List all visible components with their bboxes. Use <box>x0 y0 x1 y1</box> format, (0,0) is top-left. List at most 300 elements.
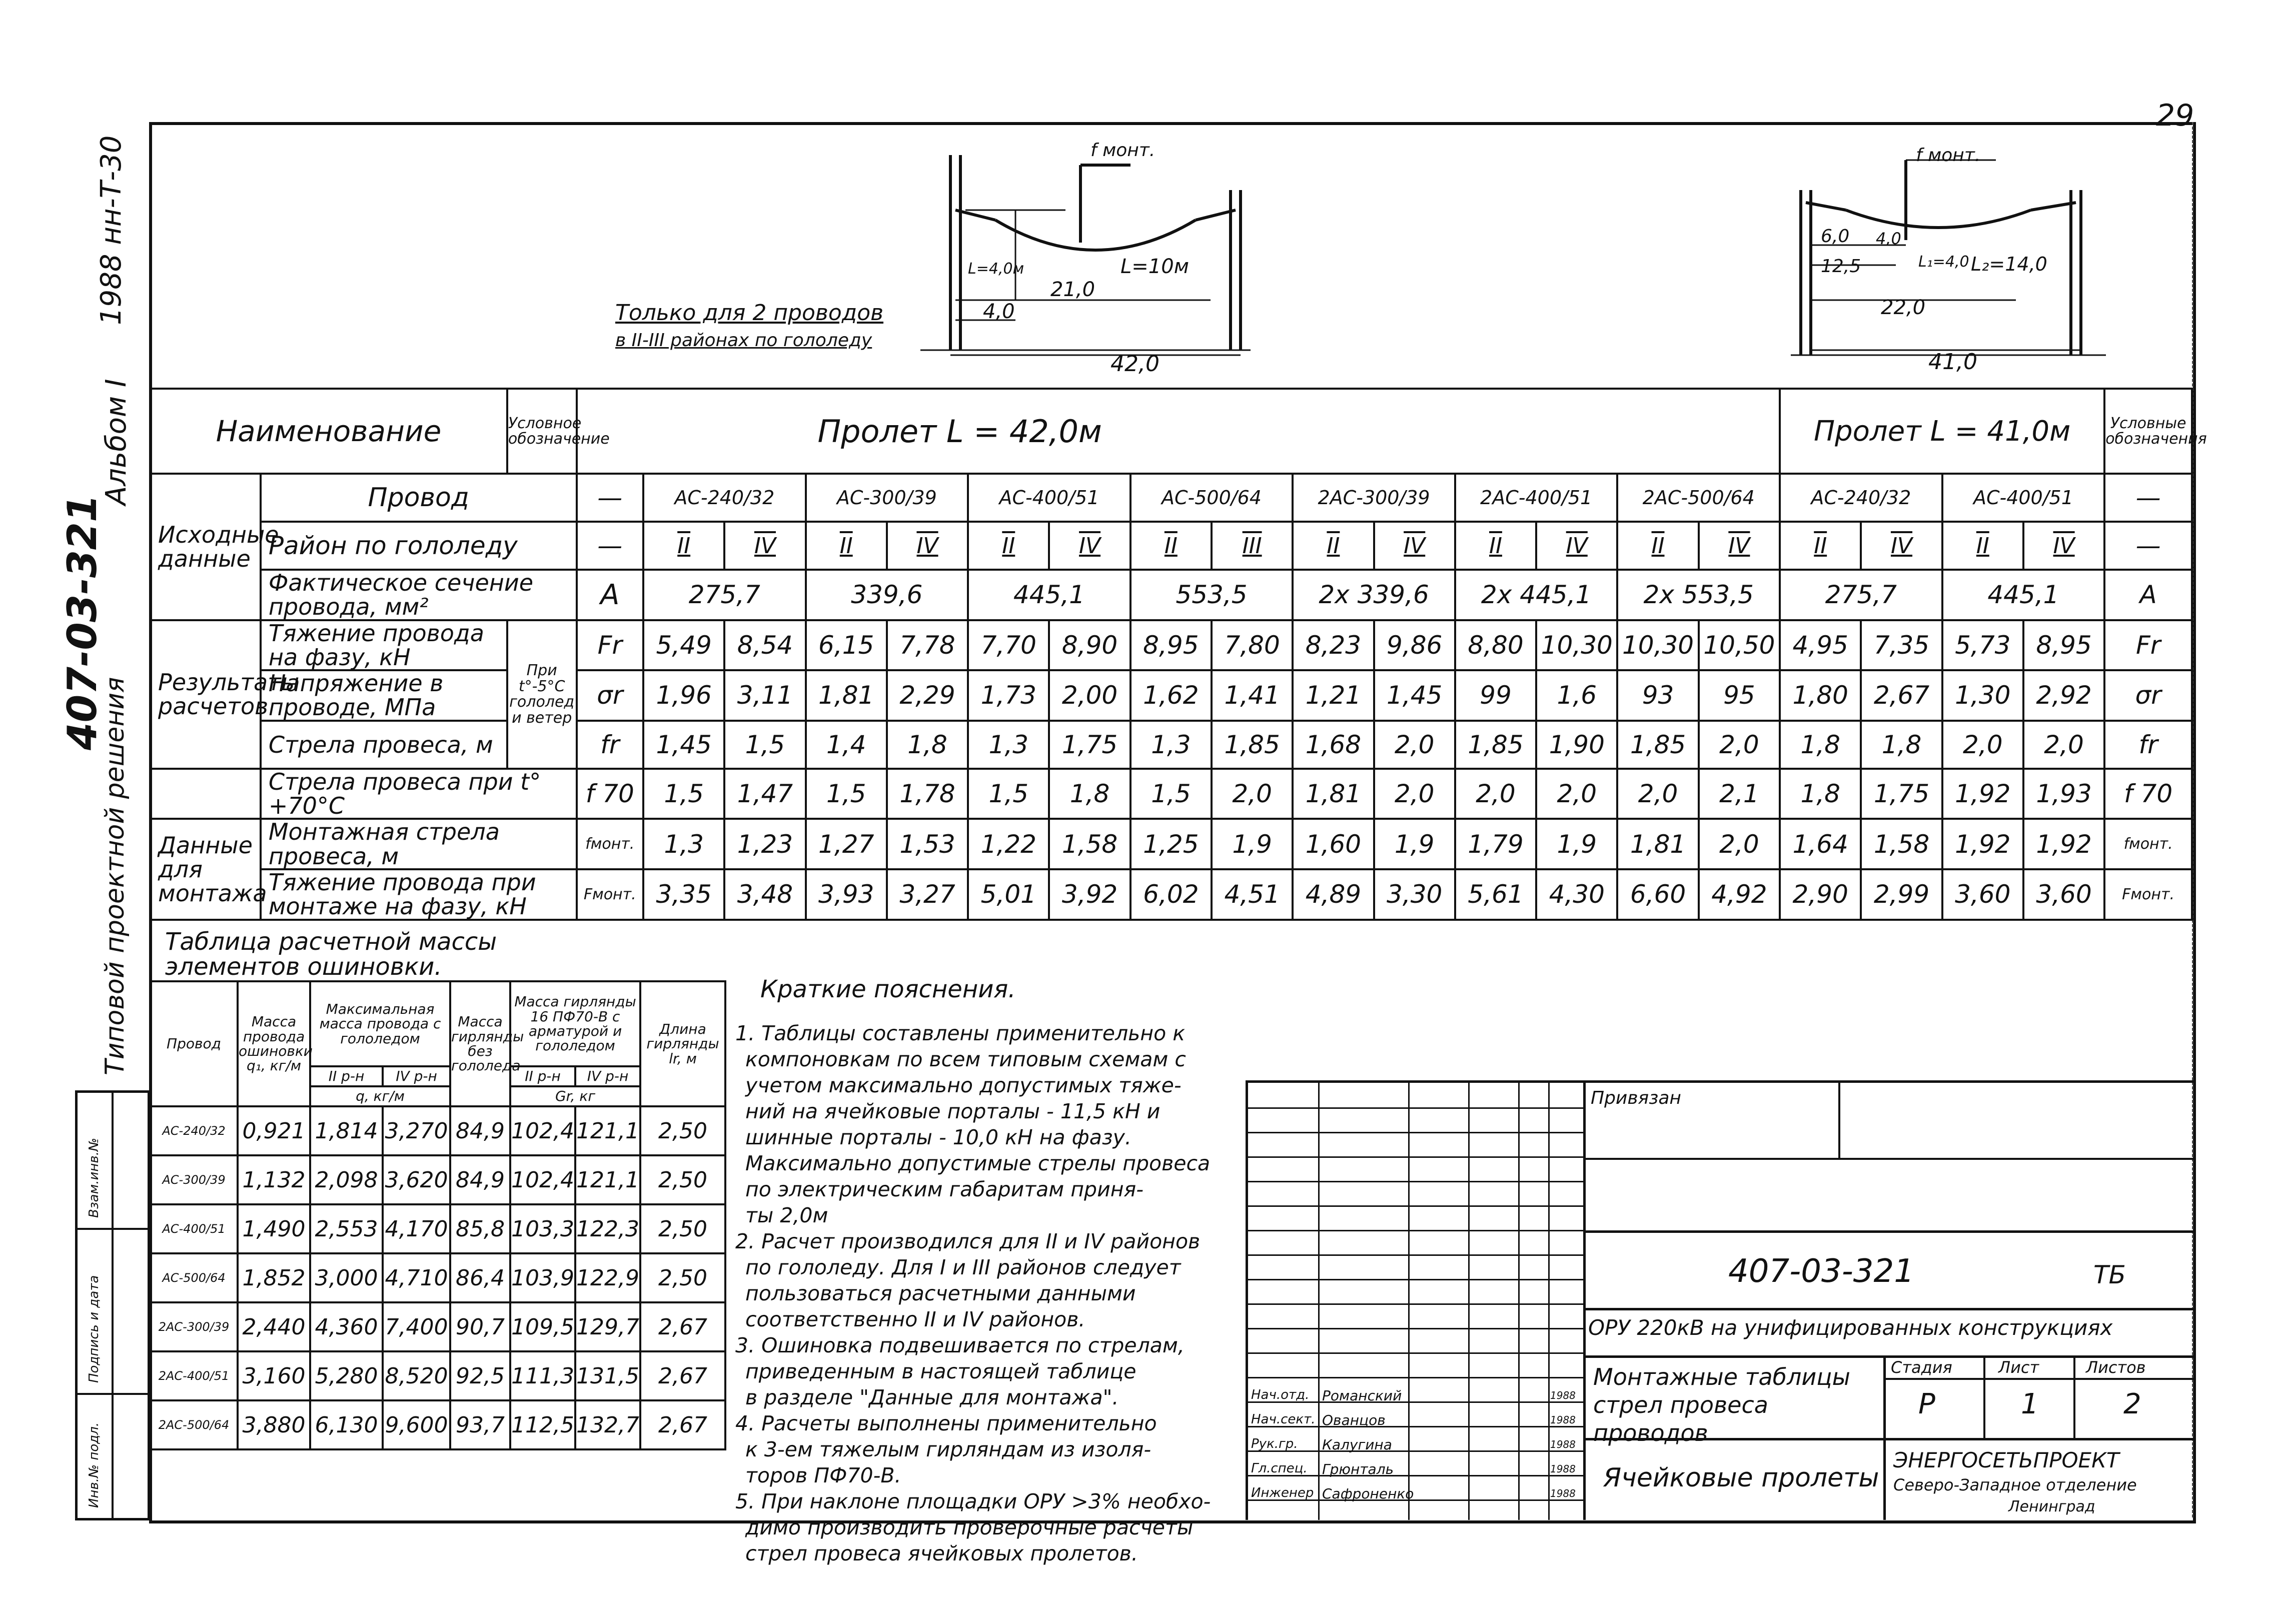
mass-cell-2-5: 103,3 <box>510 1204 575 1253</box>
wire-0: АС-240/32 <box>643 474 806 522</box>
diag-left-l1: L=4,0м <box>968 260 1024 278</box>
region-12: II <box>1617 522 1698 570</box>
page-number: 29 <box>2156 98 2194 133</box>
stress-6: 1,62 <box>1130 670 1212 721</box>
diag-right-dim-6: 6,0 <box>1821 226 1850 247</box>
sag-4: 1,3 <box>968 721 1049 769</box>
stress-17: 2,92 <box>2023 670 2104 721</box>
mass-cell-3-6: 122,9 <box>575 1253 640 1302</box>
sag70-17: 1,93 <box>2023 769 2104 819</box>
mass-cell-2-1: 1,490 <box>238 1204 310 1253</box>
notes-title: Краткие пояснения. <box>760 975 1016 1003</box>
tension-8: 8,23 <box>1293 620 1374 671</box>
install-sag-9: 1,9 <box>1374 819 1455 869</box>
region-9: IV <box>1374 522 1455 570</box>
side-type: Типовой проектной решения <box>100 677 130 1075</box>
diag-right-f-label: f монт. <box>1916 145 1981 166</box>
region-3: IV <box>887 522 968 570</box>
diag-left-dim-4: 4,0 <box>983 300 1015 323</box>
tension-13: 10,50 <box>1699 620 1780 671</box>
mh-unit2: Gr, кг <box>510 1086 640 1106</box>
note-line: димо производить проверочные расчеты <box>745 1515 1194 1539</box>
sym-Fm: Fмонт. <box>577 869 644 920</box>
stamp-person: Грюнталь <box>1322 1461 1394 1477</box>
stress-13: 95 <box>1699 670 1780 721</box>
install-sag-2: 1,27 <box>806 819 887 869</box>
install-sag-12: 1,81 <box>1617 819 1698 869</box>
mass-cell-4-7: 2,67 <box>640 1302 725 1351</box>
install-tension-14: 2,90 <box>1780 869 1861 920</box>
sag70-15: 1,75 <box>1861 769 1942 819</box>
mass-cell-0-4: 84,9 <box>450 1106 510 1155</box>
stress-9: 1,45 <box>1374 670 1455 721</box>
wire-7: АС-240/32 <box>1780 474 1942 522</box>
tension-16: 5,73 <box>1942 620 2023 671</box>
note-line: торов ПФ70-В. <box>745 1463 901 1487</box>
sag-1: 1,5 <box>724 721 805 769</box>
mh-mass: Масса провода ошиновки q₁, кг/м <box>238 981 310 1106</box>
stress-4: 1,73 <box>968 670 1049 721</box>
mass-cell-0-2: 1,814 <box>310 1106 383 1155</box>
section-8: 445,1 <box>1942 570 2105 620</box>
stress-8: 1,21 <box>1293 670 1374 721</box>
region-5: IV <box>1049 522 1130 570</box>
sym-fr-right: fr <box>2104 721 2192 769</box>
install-tension-10: 5,61 <box>1455 869 1536 920</box>
mass-row <box>150 1302 725 1351</box>
region-2: II <box>806 522 887 570</box>
region-dash-right: — <box>2104 522 2192 570</box>
install-sag-6: 1,25 <box>1130 819 1212 869</box>
mh-sub3: II р-н <box>510 1066 575 1086</box>
wire-8: АС-400/51 <box>1942 474 2105 522</box>
sym-fm: fмонт. <box>577 819 644 869</box>
region-16: II <box>1942 522 2023 570</box>
tension-12: 10,30 <box>1617 620 1698 671</box>
install-tension-17: 3,60 <box>2023 869 2104 920</box>
install-sag-11: 1,9 <box>1536 819 1617 869</box>
sag70-2: 1,5 <box>806 769 887 819</box>
note-line: 1. Таблицы составлены применительно к <box>735 1021 1185 1045</box>
sheets-value: 2 <box>2123 1388 2141 1420</box>
tension-17: 8,95 <box>2023 620 2104 671</box>
note-line: компоновкам по всем типовым схемам с <box>745 1047 1186 1071</box>
mass-cell-2-3: 4,170 <box>383 1204 450 1253</box>
sym-f70-right: f 70 <box>2104 769 2192 819</box>
sag70-7: 2,0 <box>1212 769 1293 819</box>
install-sag-0: 1,3 <box>643 819 724 869</box>
mass-row <box>150 1351 725 1400</box>
wire-dash: — <box>2104 474 2192 522</box>
mass-cell-0-7: 2,50 <box>640 1106 725 1155</box>
stamp-subtitle: Ячейковые пролеты <box>1603 1463 1879 1493</box>
stress-5: 2,00 <box>1049 670 1130 721</box>
grp-install: Данные для монтажа <box>150 819 261 919</box>
note-line: 4. Расчеты выполнены применительно <box>735 1411 1157 1435</box>
install-sag-7: 1,9 <box>1212 819 1293 869</box>
install-tension-16: 3,60 <box>1942 869 2023 920</box>
tension-15: 7,35 <box>1861 620 1942 671</box>
org-3: Ленинград <box>2008 1498 2095 1515</box>
tension-9: 9,86 <box>1374 620 1455 671</box>
region-4: II <box>968 522 1049 570</box>
sag-16: 2,0 <box>1942 721 2023 769</box>
install-tension-9: 3,30 <box>1374 869 1455 920</box>
wire-2: АС-400/51 <box>968 474 1130 522</box>
stress-16: 1,30 <box>1942 670 2023 721</box>
hdr-name: Наименование <box>150 389 507 474</box>
stamp-sheet-type: ТБ <box>2093 1260 2126 1289</box>
install-sag-8: 1,60 <box>1293 819 1374 869</box>
row-install-sag-label: Монтажная стрела провеса, м <box>261 819 577 869</box>
stamp-person: Ованцов <box>1322 1412 1386 1428</box>
note-line: пользоваться расчетными данными <box>745 1281 1136 1305</box>
region-1: IV <box>724 522 805 570</box>
sag-8: 1,68 <box>1293 721 1374 769</box>
grp-results: Результаты расчетов <box>150 620 261 769</box>
sym-sr: σr <box>577 670 644 721</box>
stage-value: Р <box>1918 1388 1935 1420</box>
mh-sub1: II р-н <box>310 1066 383 1086</box>
tension-1: 8,54 <box>724 620 805 671</box>
signature-mark <box>1412 1393 1460 1403</box>
stress-11: 1,6 <box>1536 670 1617 721</box>
mass-cell-1-4: 84,9 <box>450 1155 510 1204</box>
sag70-14: 1,8 <box>1780 769 1861 819</box>
sag70-12: 2,0 <box>1617 769 1698 819</box>
mass-cell-0-3: 3,270 <box>383 1106 450 1155</box>
install-sag-4: 1,22 <box>968 819 1049 869</box>
region-13: IV <box>1699 522 1780 570</box>
mh-sub4: IV р-н <box>575 1066 640 1086</box>
mh-garl: Масса гирлянды 16 ПФ70-В с арматурой и гололедом <box>510 981 640 1066</box>
title-block <box>1246 1080 2195 1520</box>
stamp-role: Нач.сект. <box>1251 1412 1316 1427</box>
mass-row <box>150 1253 725 1302</box>
stamp-date: 1988 <box>1550 1463 1576 1475</box>
mass-cell-1-3: 3,620 <box>383 1155 450 1204</box>
stage-label: Стадия <box>1891 1358 1952 1377</box>
mass-row <box>150 1204 725 1253</box>
mass-cell-2-0: АС-400/51 <box>150 1204 238 1253</box>
mass-cell-5-2: 5,280 <box>310 1351 383 1400</box>
sag-2: 1,4 <box>806 721 887 769</box>
mass-cell-1-7: 2,50 <box>640 1155 725 1204</box>
row-section-label: Фактическое сечение провода, мм² <box>261 570 577 620</box>
mass-cell-6-3: 9,600 <box>383 1400 450 1449</box>
mass-cell-4-2: 4,360 <box>310 1302 383 1351</box>
stress-15: 2,67 <box>1861 670 1942 721</box>
region-15: IV <box>1861 522 1942 570</box>
mass-cell-2-7: 2,50 <box>640 1204 725 1253</box>
tension-14: 4,95 <box>1780 620 1861 671</box>
stamp-title: Монтажные таблицы стрел провеса проводов <box>1593 1363 1850 1446</box>
hdr-cond: Условные обозначения <box>2104 389 2192 474</box>
mass-cell-6-5: 112,5 <box>510 1400 575 1449</box>
mass-cell-5-3: 8,520 <box>383 1351 450 1400</box>
stamp-date: 1988 <box>1550 1414 1576 1426</box>
wire-4: 2АС-300/39 <box>1293 474 1455 522</box>
mass-cell-3-4: 86,4 <box>450 1253 510 1302</box>
note-line: шинные порталы - 10,0 кН на фазу. <box>745 1125 1131 1149</box>
stamp-person: Романский <box>1322 1387 1402 1404</box>
diag-left-note-1: Только для 2 проводов <box>615 300 884 326</box>
hdr-span41: Пролет L = 41,0м <box>1780 389 2104 474</box>
mass-cell-6-7: 2,67 <box>640 1400 725 1449</box>
sag-6: 1,3 <box>1130 721 1212 769</box>
diag-left-note-2: в II-III районах по гололеду <box>615 330 872 351</box>
mass-cell-3-7: 2,50 <box>640 1253 725 1302</box>
tension-4: 7,70 <box>968 620 1049 671</box>
sag70-10: 2,0 <box>1455 769 1536 819</box>
mass-cell-5-5: 111,3 <box>510 1351 575 1400</box>
mass-cell-6-1: 3,880 <box>238 1400 310 1449</box>
stress-2: 1,81 <box>806 670 887 721</box>
sag70-0: 1,5 <box>643 769 724 819</box>
left-stamp-strip <box>75 1090 150 1520</box>
row-region-dash: — <box>577 522 644 570</box>
mass-cell-5-6: 131,5 <box>575 1351 640 1400</box>
mass-cell-1-2: 2,098 <box>310 1155 383 1204</box>
strip-label-0: Взам.инв.№ <box>87 1138 102 1218</box>
mass-cell-2-4: 85,8 <box>450 1204 510 1253</box>
tension-7: 7,80 <box>1212 620 1293 671</box>
section-3: 553,5 <box>1130 570 1293 620</box>
mass-cell-2-6: 122,3 <box>575 1204 640 1253</box>
mass-cell-6-2: 6,130 <box>310 1400 383 1449</box>
note-line: по электрическим габаритам приня- <box>745 1177 1144 1201</box>
section-1: 339,6 <box>806 570 968 620</box>
wire-5: 2АС-400/51 <box>1455 474 1618 522</box>
mass-cell-2-2: 2,553 <box>310 1204 383 1253</box>
signature-mark <box>1412 1418 1460 1427</box>
mh-unit1: q, кг/м <box>310 1086 450 1106</box>
stress-0: 1,96 <box>643 670 724 721</box>
sag70-3: 1,78 <box>887 769 968 819</box>
diag-left-f-label: f монт. <box>1090 140 1156 161</box>
sym-sr-right: σr <box>2104 670 2192 721</box>
sag70-8: 1,81 <box>1293 769 1374 819</box>
sym-Fr: Fr <box>577 620 644 671</box>
mass-cell-0-6: 121,1 <box>575 1106 640 1155</box>
mass-cell-5-0: 2АС-400/51 <box>150 1351 238 1400</box>
install-tension-15: 2,99 <box>1861 869 1942 920</box>
mass-cell-5-7: 2,67 <box>640 1351 725 1400</box>
section-5: 2х 445,1 <box>1455 570 1618 620</box>
install-sag-14: 1,64 <box>1780 819 1861 869</box>
sag70-6: 1,5 <box>1130 769 1212 819</box>
wire-6: 2АС-500/64 <box>1617 474 1780 522</box>
section-0: 275,7 <box>643 570 806 620</box>
mass-row <box>150 1155 725 1204</box>
row-region-label: Район по гололеду <box>261 522 577 570</box>
sag-12: 1,85 <box>1617 721 1698 769</box>
tension-5: 8,90 <box>1049 620 1130 671</box>
sag70-9: 2,0 <box>1374 769 1455 819</box>
mass-cell-4-0: 2АС-300/39 <box>150 1302 238 1351</box>
diag-left-dim-42: 42,0 <box>1110 351 1160 377</box>
mass-cell-4-5: 109,5 <box>510 1302 575 1351</box>
privyazan-label: Привязан <box>1591 1088 1681 1108</box>
org-2: Северо-Западное отделение <box>1893 1475 2137 1494</box>
tension-6: 8,95 <box>1130 620 1212 671</box>
mass-cell-3-3: 4,710 <box>383 1253 450 1302</box>
stress-14: 1,80 <box>1780 670 1861 721</box>
install-sag-5: 1,58 <box>1049 819 1130 869</box>
mass-cell-1-6: 121,1 <box>575 1155 640 1204</box>
side-year-code: 1988 нн-Т-30 <box>95 135 128 325</box>
tension-3: 7,78 <box>887 620 968 671</box>
install-tension-1: 3,48 <box>724 869 805 920</box>
sag-15: 1,8 <box>1861 721 1942 769</box>
mass-cell-3-5: 103,9 <box>510 1253 575 1302</box>
note-line: в разделе "Данные для монтажа". <box>745 1385 1119 1409</box>
mh-garl-nogl: Масса гирлянды без гололеда <box>450 981 510 1106</box>
tension-2: 6,15 <box>806 620 887 671</box>
stress-10: 99 <box>1455 670 1536 721</box>
sym-Fr-right: Fr <box>2104 620 2192 671</box>
sym-fm-right: fмонт. <box>2104 819 2192 869</box>
mass-title-2: элементов ошиновки. <box>165 953 442 981</box>
signature-mark <box>1412 1442 1460 1452</box>
mass-cell-5-1: 3,160 <box>238 1351 310 1400</box>
note-line: 2. Расчет производился для II и IV районов <box>735 1229 1201 1253</box>
install-sag-17: 1,92 <box>2023 819 2104 869</box>
sym-A: A <box>577 570 644 620</box>
install-sag-15: 1,58 <box>1861 819 1942 869</box>
sheets-label: Листов <box>2086 1358 2146 1377</box>
sag-0: 1,45 <box>643 721 724 769</box>
region-8: II <box>1293 522 1374 570</box>
section-4: 2х 339,6 <box>1293 570 1455 620</box>
sag70-13: 2,1 <box>1699 769 1780 819</box>
row-tension-label: Тяжение провода на фазу, кН <box>261 620 507 671</box>
mass-cell-6-0: 2АС-500/64 <box>150 1400 238 1449</box>
install-tension-3: 3,27 <box>887 869 968 920</box>
stamp-person: Калугина <box>1322 1436 1392 1453</box>
note-line: соответственно II и IV районов. <box>745 1307 1085 1331</box>
diag-left-l2: L=10м <box>1120 255 1189 278</box>
stamp-date: 1988 <box>1550 1487 1576 1499</box>
stamp-role: Инженер <box>1251 1485 1314 1500</box>
diag-right-dim-41: 41,0 <box>1928 349 1977 375</box>
tension-10: 8,80 <box>1455 620 1536 671</box>
signature-mark <box>1412 1491 1460 1501</box>
region-11: IV <box>1536 522 1617 570</box>
org-1: ЭНЕРГОСЕТЬПРОЕКТ <box>1893 1448 2119 1472</box>
note-line: ты 2,0м <box>745 1203 828 1227</box>
sag-table <box>149 388 2207 921</box>
note-line: 3. Ошиновка подвешивается по стрелам, <box>735 1333 1185 1357</box>
side-album: Альбом I <box>100 379 133 505</box>
note-line: ний на ячейковые порталы - 11,5 кН и <box>745 1099 1161 1123</box>
mass-cell-0-0: АС-240/32 <box>150 1106 238 1155</box>
stamp-role: Нач.отд. <box>1251 1387 1310 1402</box>
mass-cell-0-1: 0,921 <box>238 1106 310 1155</box>
mass-cell-3-0: АС-500/64 <box>150 1253 238 1302</box>
row-sag70-label: Стрела провеса при t°+70°С <box>261 769 577 819</box>
mass-cell-0-5: 102,4 <box>510 1106 575 1155</box>
stamp-role: Гл.спец. <box>1251 1461 1308 1476</box>
sheet-label: Лист <box>1998 1358 2039 1377</box>
note-line: учетом максимально допустимых тяже- <box>745 1073 1182 1097</box>
stamp-date: 1988 <box>1550 1438 1576 1450</box>
diag-right-dim-12: 12,5 <box>1821 256 1861 277</box>
mh-sub2: IV р-н <box>383 1066 450 1086</box>
mass-row <box>150 1106 725 1155</box>
mass-cell-1-5: 102,4 <box>510 1155 575 1204</box>
note-line: Максимально допустимые стрелы провеса <box>745 1151 1211 1175</box>
stress-1: 3,11 <box>724 670 805 721</box>
section-7: 275,7 <box>1780 570 1942 620</box>
cond-note: При t°-5°С гололед и ветер <box>507 620 577 769</box>
sag70-4: 1,5 <box>968 769 1049 819</box>
stress-3: 2,29 <box>887 670 968 721</box>
strip-label-1: Подпись и дата <box>87 1275 102 1383</box>
hdr-span42: Пролет L = 42,0м <box>577 389 1780 474</box>
wire-3: АС-500/64 <box>1130 474 1293 522</box>
sag70-1: 1,47 <box>724 769 805 819</box>
sag70-16: 1,92 <box>1942 769 2023 819</box>
stress-12: 93 <box>1617 670 1698 721</box>
sym-fr: fr <box>577 721 644 769</box>
install-sag-10: 1,79 <box>1455 819 1536 869</box>
stamp-code: 407-03-321 <box>1728 1253 1914 1290</box>
hdr-symbol: Условное обозначение <box>507 389 577 474</box>
region-0: II <box>643 522 724 570</box>
section-2: 445,1 <box>968 570 1130 620</box>
grp-results-cont <box>150 769 261 819</box>
tension-11: 10,30 <box>1536 620 1617 671</box>
install-tension-4: 5,01 <box>968 869 1049 920</box>
mass-cell-5-4: 92,5 <box>450 1351 510 1400</box>
mass-table <box>149 980 726 1450</box>
sag-5: 1,75 <box>1049 721 1130 769</box>
note-line: к 3-ем тяжелым гирляндам из изоля- <box>745 1437 1152 1461</box>
sag-3: 1,8 <box>887 721 968 769</box>
sag-9: 2,0 <box>1374 721 1455 769</box>
sym-f70: f 70 <box>577 769 644 819</box>
install-tension-6: 6,02 <box>1130 869 1212 920</box>
install-tension-0: 3,35 <box>643 869 724 920</box>
install-sag-13: 2,0 <box>1699 819 1780 869</box>
mass-cell-4-4: 90,7 <box>450 1302 510 1351</box>
sag-7: 1,85 <box>1212 721 1293 769</box>
region-6: II <box>1130 522 1212 570</box>
install-tension-13: 4,92 <box>1699 869 1780 920</box>
stamp-date: 1988 <box>1550 1389 1576 1401</box>
row-stress-label: Напряжение в проводе, МПа <box>261 670 507 721</box>
install-sag-16: 1,92 <box>1942 819 2023 869</box>
install-tension-12: 6,60 <box>1617 869 1698 920</box>
region-14: II <box>1780 522 1861 570</box>
diag-right-l2: L₂=14,0 <box>1971 253 2047 275</box>
stamp-person: Сафроненко <box>1322 1485 1414 1502</box>
row-install-tension-label: Тяжение провода при монтаже на фазу, кН <box>261 869 577 920</box>
mass-title-1: Таблица расчетной массы <box>165 928 497 956</box>
diag-right-dim-4: 4,0 <box>1876 229 1901 248</box>
region-17: IV <box>2023 522 2104 570</box>
mass-cell-3-1: 1,852 <box>238 1253 310 1302</box>
mass-cell-1-1: 1,132 <box>238 1155 310 1204</box>
mass-cell-4-3: 7,400 <box>383 1302 450 1351</box>
sag-10: 1,85 <box>1455 721 1536 769</box>
stamp-object: ОРУ 220кВ на унифицированных конструкциях <box>1588 1315 2113 1340</box>
stress-7: 1,41 <box>1212 670 1293 721</box>
row-wire-label: Провод <box>261 474 577 522</box>
row-wire-dash: — <box>577 474 644 522</box>
sag70-5: 1,8 <box>1049 769 1130 819</box>
